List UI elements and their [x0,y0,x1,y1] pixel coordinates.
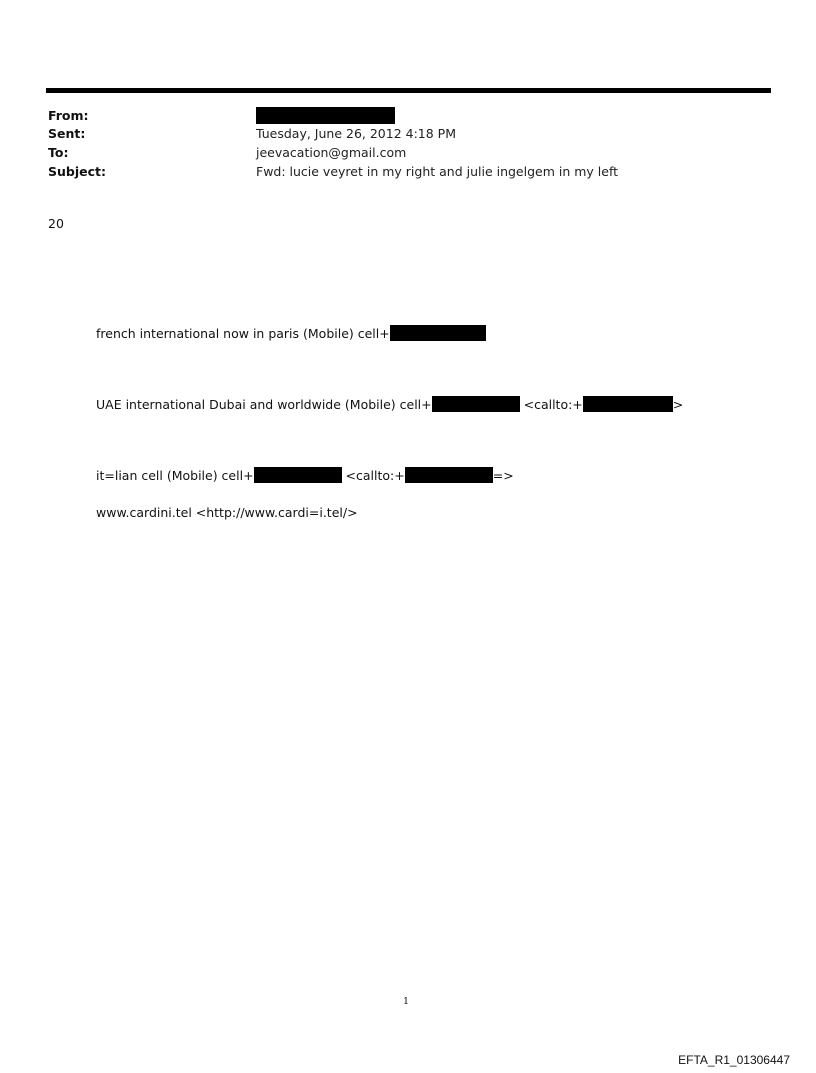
from-redaction [256,107,395,124]
callto-text: <callto:+ [519,397,583,412]
body-line-italian [96,467,514,483]
phone-redaction [583,396,673,412]
callto-end: => [492,468,514,483]
to-value: jeevacation@gmail.com [256,145,407,160]
phone-redaction [254,467,342,483]
to-label: To: [48,145,69,160]
line-text: UAE international Dubai and worldwide (Mobile) cell+ [96,397,432,412]
callto-text: <callto:+ [341,468,405,483]
phone-redaction [432,396,520,412]
line-text: french international now in paris (Mobile) cell+ [96,326,390,341]
body-line-uae [96,396,683,412]
callto-end: > [672,397,684,412]
phone-redaction [405,467,493,483]
sent-value: Tuesday, June 26, 2012 4:18 PM [256,126,456,141]
from-label: From: [48,108,89,123]
phone-redaction [390,325,486,341]
subject-label: Subject: [48,164,106,179]
page-number: 1 [403,996,410,1007]
body-line-french [96,325,486,341]
subject-value: Fwd: lucie veyret in my right and julie ingelgem in my left [256,164,619,179]
header-rule [46,88,771,93]
line-text: it=lian cell (Mobile) cell+ [96,468,254,483]
sent-label: Sent: [48,126,86,141]
document-id: EFTA_R1_01306447 [678,1053,790,1067]
body-number: 20 [48,216,64,231]
body-line-website: www.cardini.tel <http://www.cardi=i.tel/> [96,505,358,520]
